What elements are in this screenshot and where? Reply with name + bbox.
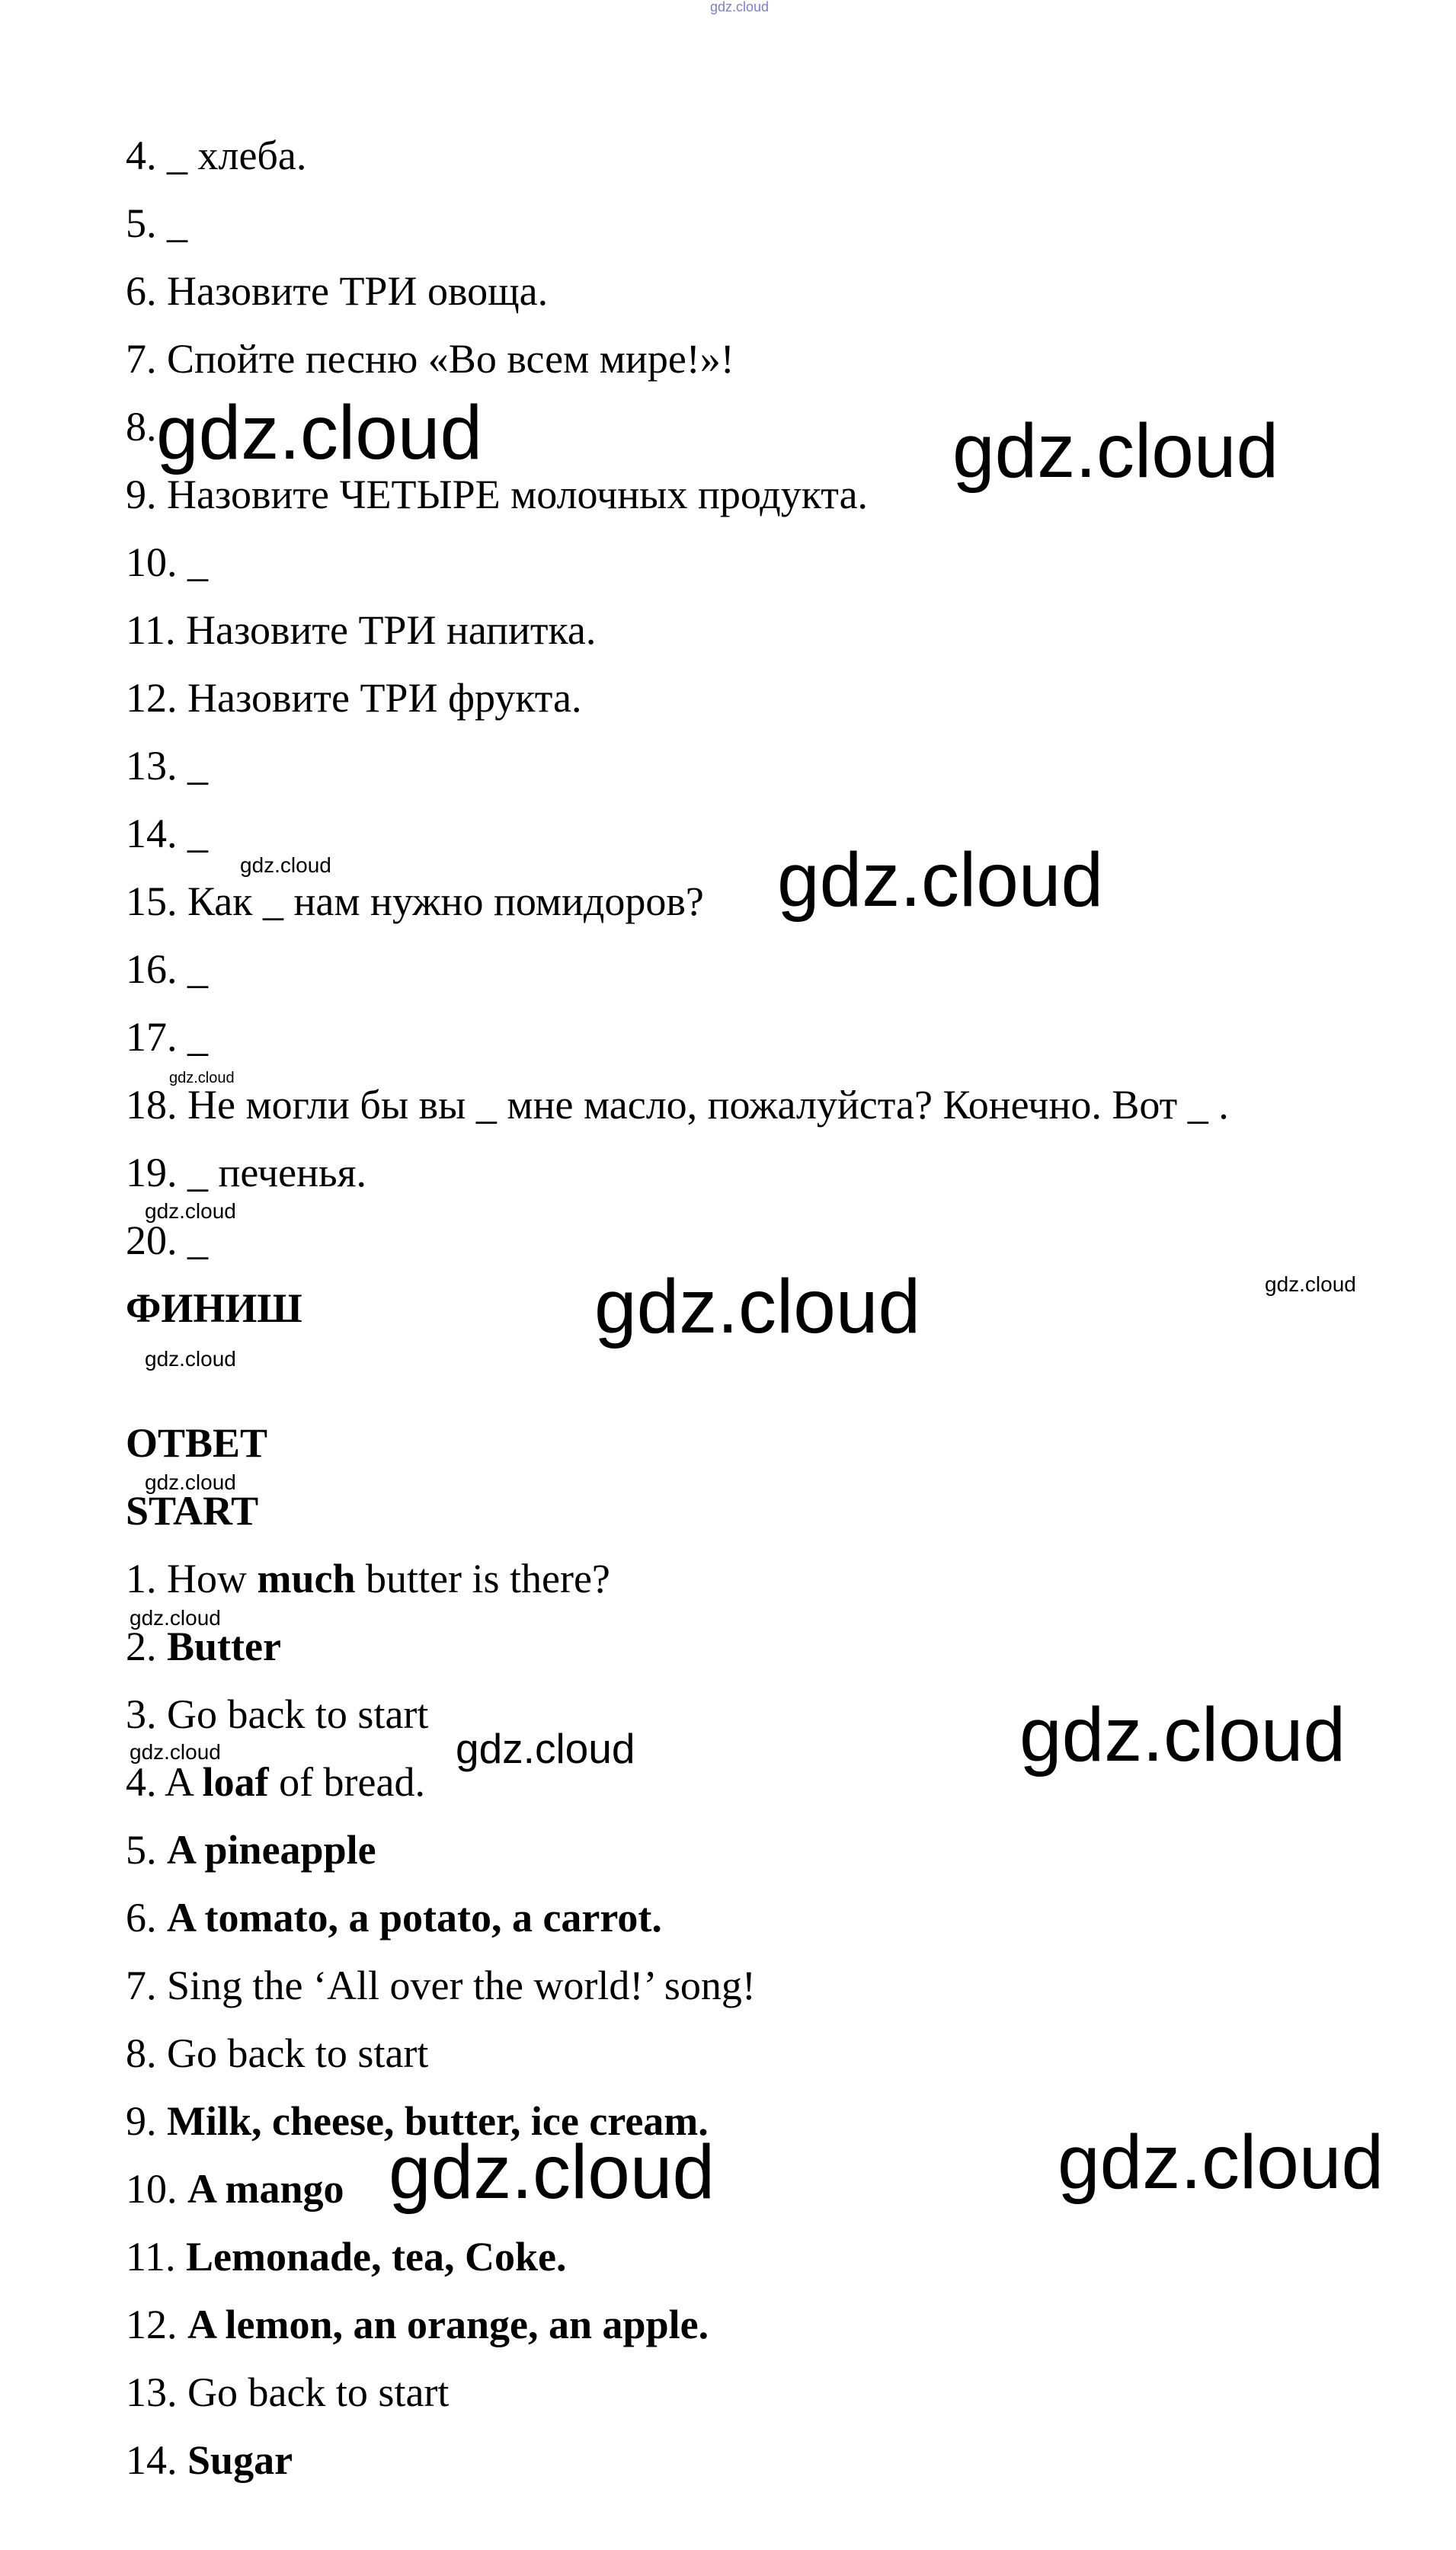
item-text: _ [187,946,208,992]
item-text: Go back to start [167,2030,429,2076]
item-number: 6. [126,1895,157,1940]
item-number: 17. [126,1014,178,1060]
answer-item-6 [126,1893,662,1942]
item-text: Не могли бы вы _ мне масло, пожалуйста? Конечно. Вот _ . [187,1082,1229,1128]
item-text-tail: of bread. [279,1759,425,1805]
item-answer: A pineapple [167,1827,376,1873]
list-item-ru-6 [126,267,548,315]
item-number: 19. [126,1150,178,1195]
watermark: gdz.cloud [169,1070,235,1086]
item-number: 11. [126,2234,176,2280]
item-number: 4. [126,133,157,178]
item-text: _ печенья. [187,1150,367,1195]
list-item-ru-15 [126,877,704,926]
item-answer: A tomato, a potato, a carrot. [167,1895,662,1940]
item-number: 8. [126,404,157,450]
watermark: gdz.cloud [777,837,1104,923]
answer-item-14 [126,2436,293,2484]
finish-heading: ФИНИШ [126,1285,302,1331]
watermark: gdz.cloud [145,1199,236,1223]
item-text: _ [167,200,187,246]
list-item-ru-4 [126,131,306,180]
item-number: 7. [126,1963,157,2008]
answer-heading: ОТВЕТ [126,1420,268,1466]
item-text: _ [187,539,208,585]
item-text: Назовите ЧЕТЫРЕ молочных продукта. [167,472,869,517]
item-answer: Sugar [187,2437,293,2483]
item-number: 5. [126,200,157,246]
answer-item-4 [126,1758,425,1806]
item-answer: A lemon, an orange, an apple. [187,2302,709,2347]
item-number: 10. [126,2166,178,2212]
item-text: _ [187,811,208,856]
list-item-ru-5 [126,199,187,248]
item-text: A [165,1759,193,1805]
list-item-ru-17 [126,1013,208,1061]
list-item-ru-19 [126,1148,366,1197]
item-number: 5. [126,1827,157,1873]
item-number: 14. [126,2437,178,2483]
list-item-ru-9 [126,470,868,519]
item-text: Sing the ‘All over the world!’ song! [167,1963,756,2008]
item-number: 6. [126,268,157,314]
item-text: Назовите ТРИ напитка. [186,607,597,653]
answer-item-13 [126,2368,449,2417]
list-item-ru-20 [126,1216,208,1265]
watermark: gdz.cloud [130,1606,221,1630]
answer-item-10 [126,2164,344,2213]
start-heading: START [126,1488,259,1534]
item-number: 4. [126,1759,157,1805]
answer-item-1 [126,1554,610,1603]
item-number: 7. [126,336,157,382]
watermark: gdz.cloud [240,853,331,877]
list-item-ru-11 [126,606,596,654]
item-text: Спойте песню «Во всем мире!»! [167,336,734,382]
answer-item-5 [126,1825,376,1874]
item-number: 16. [126,946,178,992]
watermark: gdz.cloud [156,390,483,475]
watermark: gdz.cloud [1058,2120,1384,2205]
item-number: 18. [126,1082,178,1128]
item-answer: Milk, cheese, butter, ice cream. [167,2098,709,2144]
item-text: _ [187,743,208,789]
item-text: _ [187,1014,208,1060]
item-number: 20. [126,1217,178,1263]
watermark: gdz.cloud [130,1740,221,1764]
list-item-ru-12 [126,673,581,722]
list-item-ru-8 [126,402,157,451]
item-answer: loaf [202,1759,269,1805]
item-number: 2. [126,1624,157,1669]
list-item-ru-10 [126,538,208,587]
item-number: 14. [126,811,178,856]
item-number: 1. [126,1556,157,1601]
item-number: 11. [126,607,176,653]
item-text: Go back to start [167,1691,429,1737]
list-item-ru-18 [126,1080,1229,1129]
item-text: Назовите ТРИ овоща. [167,268,549,314]
item-answer: Butter [167,1624,281,1669]
item-text: How [167,1556,247,1601]
watermark: gdz.cloud [1265,1272,1356,1296]
watermark: gdz.cloud [456,1725,635,1772]
item-number: 3. [126,1691,157,1737]
answer-item-7 [126,1961,756,2010]
item-text-tail: butter is there? [366,1556,610,1601]
item-text: Назовите ТРИ фрукта. [187,675,582,721]
item-answer: Lemonade, tea, Coke. [186,2234,567,2280]
item-number: 12. [126,675,178,721]
list-item-ru-14 [126,809,208,858]
item-number: 9. [126,2098,157,2144]
answer-item-8 [126,2029,428,2078]
watermark: gdz.cloud [952,408,1279,494]
item-number: 9. [126,472,157,517]
list-item-ru-13 [126,741,208,790]
answer-item-3 [126,1690,428,1739]
item-number: 8. [126,2030,157,2076]
watermark-top: gdz.cloud [710,0,770,14]
item-text: _ хлеба. [167,133,307,178]
list-item-ru-16 [126,945,208,993]
item-text: Go back to start [187,2369,450,2415]
watermark: gdz.cloud [145,1347,236,1371]
watermark: gdz.cloud [594,1264,921,1349]
item-answer: A mango [187,2166,344,2212]
item-answer: much [257,1556,356,1601]
answer-item-12 [126,2300,709,2349]
watermark: gdz.cloud [1019,1692,1346,1777]
list-item-ru-7 [126,334,734,383]
item-number: 13. [126,743,178,789]
watermark: gdz.cloud [389,2129,715,2215]
item-number: 13. [126,2369,178,2415]
item-text: _ [187,1217,208,1263]
item-text: Как _ нам нужно помидоров? [187,878,704,924]
item-number: 12. [126,2302,178,2347]
watermark: gdz.cloud [145,1470,236,1494]
answer-item-11 [126,2232,566,2281]
item-number: 10. [126,539,178,585]
item-number: 15. [126,878,178,924]
